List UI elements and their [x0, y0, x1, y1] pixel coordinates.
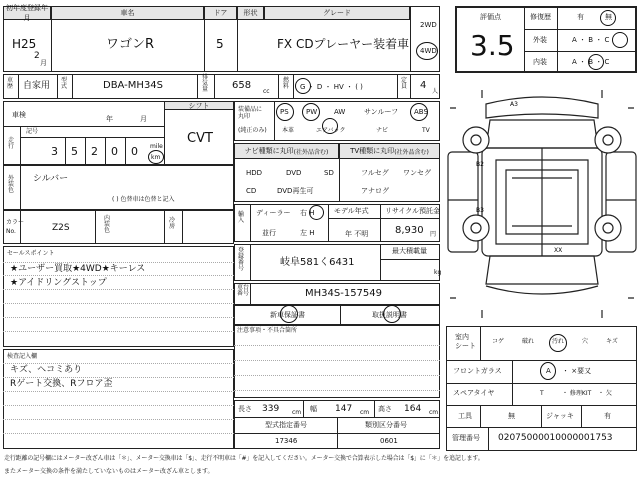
damage-label-a3: A3	[510, 101, 518, 108]
disp-unit: cc	[263, 88, 270, 95]
fuel-options: G ・ D ・ HV ・ ( )	[300, 83, 363, 91]
equip-label: 装備品に 丸印	[238, 106, 263, 120]
jack-value: 有	[604, 412, 611, 420]
inspection-label: 車検	[12, 111, 26, 119]
exterior-label: 外装	[533, 36, 547, 44]
color-no-value: Z2S	[52, 223, 70, 233]
reg-value: 岐阜581く6431	[280, 257, 355, 268]
height-label: 高さ	[378, 405, 392, 413]
mile-label: mile	[150, 143, 163, 150]
navi-header	[234, 143, 339, 159]
car-body-outline	[448, 90, 636, 318]
car-name-value: ワゴンR	[106, 37, 155, 52]
stain-circle	[549, 334, 567, 352]
airbag-circle	[322, 118, 338, 134]
km-circle	[148, 150, 164, 164]
tools-label: 工具	[458, 412, 472, 420]
odometer	[45, 137, 145, 165]
equipment-item: エアバック	[316, 127, 346, 134]
equipment-circle	[276, 103, 294, 121]
front-glass-a-circle	[540, 362, 556, 380]
max-load-label: 最大積載量	[392, 247, 427, 255]
warranty-book-circle	[280, 305, 298, 323]
tv-note: (社外品含む)	[394, 148, 429, 156]
front-glass-b: ・ ×要又	[562, 367, 592, 375]
class-label: 類別区分番号	[365, 421, 407, 429]
car-name-header: 車名	[51, 6, 204, 20]
odometer-digit: 2	[91, 145, 98, 158]
height-unit: cm	[429, 409, 439, 416]
width-label: 幅	[310, 405, 317, 413]
interior-sheet-item: 穴	[582, 338, 589, 345]
model-value: DBA-MH34S	[103, 80, 164, 91]
row-vehicle-info	[3, 74, 440, 99]
model-label: 型 式	[61, 77, 68, 90]
mgmt-label: 管理番号	[452, 434, 480, 442]
repair-no: 無	[605, 13, 612, 21]
car-damage-diagram	[446, 88, 638, 320]
km-label: km	[151, 154, 161, 161]
damage-label-b2: B2	[476, 161, 484, 168]
chassis-label: 車台 番号	[237, 284, 250, 297]
grade-value: FX CDプレーヤー装着車	[277, 37, 410, 51]
inspector-box	[3, 349, 234, 449]
navi-item-dvd: DVD	[286, 169, 302, 177]
equipment-item: サンルーフ	[364, 108, 399, 116]
tv-item-analog: アナログ	[361, 187, 389, 195]
disp-value: 658	[232, 80, 252, 91]
interior-color-label: 内 装 色	[104, 215, 111, 234]
recycle-value: 8,930	[395, 225, 424, 236]
reg-label: 登 録 番 号	[238, 247, 245, 272]
import-dealer: ディーラー	[256, 209, 291, 217]
rating-value: 3.5	[470, 29, 515, 62]
footer-line-1: 走行距離の記号欄にはメーター改ざん車は「＊」、メーター交換車は「$」、走行不明車は「#」を記入してください。メーター交換で合算表示した場合は「$」に「＊」を追記します。	[4, 455, 484, 462]
import-left: 左 H	[300, 229, 315, 237]
use-value: 自家用	[23, 81, 51, 91]
odometer-divider	[125, 137, 126, 165]
drive-4wd: 4WD	[420, 47, 437, 55]
first-reg-header: 初年度登録年月	[3, 6, 51, 20]
odometer-digit: 5	[71, 145, 78, 158]
width-unit: cm	[360, 409, 370, 416]
height-value: 164	[404, 404, 422, 414]
equipment-item: PS	[280, 108, 289, 116]
damage-label-b3: B3	[476, 207, 484, 214]
use-label: 車 歴	[7, 77, 14, 90]
inspection-month-unit: 月	[140, 115, 147, 123]
first-reg-month-unit: 月	[40, 59, 47, 67]
tools-value: 無	[508, 412, 515, 420]
odometer-digit: 0	[131, 145, 138, 158]
color-no-row	[3, 210, 234, 244]
navi-item-dvd-play: DVD再生可	[277, 187, 314, 195]
equipment-item: PW	[306, 108, 318, 116]
odometer-divider	[65, 137, 66, 165]
capacity-label: 定 員	[401, 77, 408, 90]
mileage-sign-header: 記号	[26, 128, 39, 135]
disp-label: 排 気 量	[202, 74, 209, 93]
equipment-item: AW	[334, 108, 346, 116]
model-year-value: 年 不明	[345, 230, 369, 238]
front-glass-label: フロントガラス	[453, 367, 502, 375]
notes-label: 注意事項・不具合箇所	[237, 327, 298, 334]
shift-value: CVT	[187, 131, 213, 146]
first-reg-month: 2	[34, 51, 40, 61]
tv-item-full: フルセグ	[361, 169, 389, 177]
body-header: 形状	[237, 6, 264, 20]
first-reg-year: H25	[12, 37, 37, 51]
front-glass-a: A	[546, 367, 551, 375]
shift-header: シフト	[164, 101, 234, 110]
mileage-label: 走 行	[8, 137, 15, 150]
equip-sub: (純正のみ)	[238, 127, 267, 134]
model-year-label: モデル年式	[334, 207, 369, 215]
rating-label: 評価点	[480, 13, 501, 21]
warranty-book: 新車保証書	[270, 311, 305, 319]
width-value: 147	[335, 404, 353, 414]
sales-point-line-1: ★ユーザー買取★4WD★キーレス	[10, 264, 146, 274]
damage-label-xx: XX	[554, 247, 563, 254]
color-value: シルバー	[33, 174, 69, 184]
equipment-item: ABS	[414, 108, 428, 116]
inspection-year-unit: 年	[106, 115, 113, 123]
jack-label: ジャッキ	[546, 412, 574, 420]
repair-yes: 有	[577, 13, 584, 21]
right-hand-circle	[309, 205, 324, 220]
manual-circle	[383, 305, 401, 323]
odometer-divider	[85, 137, 86, 165]
class-value: 0601	[380, 437, 398, 445]
odometer-digit: 0	[111, 145, 118, 158]
spare-label: スペアタイヤ	[453, 389, 495, 397]
import-label: 輸 入	[238, 211, 245, 224]
spare-kit: ・ 修理KIT	[562, 390, 592, 397]
odometer-digit: 3	[51, 145, 58, 158]
warranty-row	[234, 305, 440, 325]
drive-2wd: 2WD	[420, 21, 437, 29]
odometer-divider	[105, 137, 106, 165]
navi-item-hdd: HDD	[246, 169, 263, 177]
max-load-unit: kg	[434, 269, 442, 276]
manual-label: 取扱説明書	[372, 311, 407, 319]
door-header: ドア	[204, 6, 237, 20]
interior-sheet-item: 汚れ	[552, 338, 565, 345]
footer-line-2: またメーター交換の条件を満たしていないものはメーター改ざん車とします。	[4, 468, 214, 475]
color-no-label: カラー No.	[6, 219, 25, 235]
navi-title: ナビ種類に丸印	[244, 147, 294, 155]
color-note: ( ) 色替車は色替と記入	[112, 196, 175, 203]
equipment-row-2	[276, 126, 436, 138]
sales-point-line-2: ★アイドリングストップ	[10, 278, 107, 288]
recycle-label: リサイクル預託金	[385, 207, 441, 215]
recycle-unit: 円	[430, 231, 437, 238]
exterior-c-circle	[612, 32, 628, 48]
interior-sheet-item: 破れ	[522, 338, 535, 345]
equipment-row-1	[276, 106, 436, 120]
interior-sheet-item: キズ	[606, 338, 618, 345]
color-label: 外 装 色	[8, 175, 15, 194]
capacity-unit: 人	[432, 88, 439, 95]
inspector-line-1: キズ、ヘコミあり	[10, 365, 83, 375]
length-unit: cm	[292, 409, 302, 416]
notes-box	[234, 325, 440, 398]
interior-grades: A ・ B ・ C	[572, 58, 610, 66]
interior-label: 内装	[533, 58, 547, 66]
grade-header: グレード	[264, 6, 410, 20]
mgmt-value: 02075000010000001753	[498, 433, 613, 443]
spare-none: ・ 欠	[598, 390, 612, 397]
spare-t: T	[540, 390, 544, 397]
color-box	[3, 165, 234, 210]
fuel-g-circle	[295, 78, 311, 94]
type-label: 型式指定番号	[265, 421, 307, 429]
equipment-item: 本革	[282, 127, 295, 134]
equipment-circle	[302, 103, 320, 121]
tv-item-one: ワンセグ	[403, 169, 431, 177]
repair-label: 修復歴	[530, 13, 551, 21]
exterior-grades: A ・ B ・ C	[572, 36, 610, 44]
tv-title: TV種類に丸印	[350, 147, 395, 155]
import-right: 右 H	[300, 209, 315, 217]
interior-sheet-label: 室内 シート	[455, 333, 476, 351]
equipment-item: TV	[422, 127, 430, 134]
sales-point-label: セールスポイント	[7, 250, 55, 257]
navi-item-sd: SD	[324, 169, 334, 177]
chassis-value: MH34S-157549	[305, 288, 383, 299]
interior-b-circle	[588, 54, 604, 70]
length-value: 339	[262, 404, 280, 414]
interior-sheet-item: コゲ	[492, 338, 505, 345]
repair-no-circle	[600, 10, 616, 26]
fuel-label: 燃 料	[283, 77, 290, 90]
type-value: 17346	[275, 437, 298, 445]
length-label: 長さ	[238, 405, 252, 413]
navi-note: (社外品含む)	[293, 148, 329, 156]
capacity-value: 4	[420, 80, 427, 91]
aircon-label: 冷 房	[169, 217, 176, 230]
inspector-line-2: Rゲート交換、Rフロア歪	[10, 379, 113, 389]
import-parallel: 並行	[262, 229, 276, 237]
equipment-circle	[410, 103, 428, 121]
equipment-item: ナビ	[376, 127, 389, 134]
tv-header	[339, 143, 440, 159]
drive-4wd-circle	[416, 42, 438, 60]
inspector-label: 検査記入欄	[7, 353, 38, 360]
door-value: 5	[216, 37, 224, 51]
navi-item-cd: CD	[246, 187, 257, 195]
